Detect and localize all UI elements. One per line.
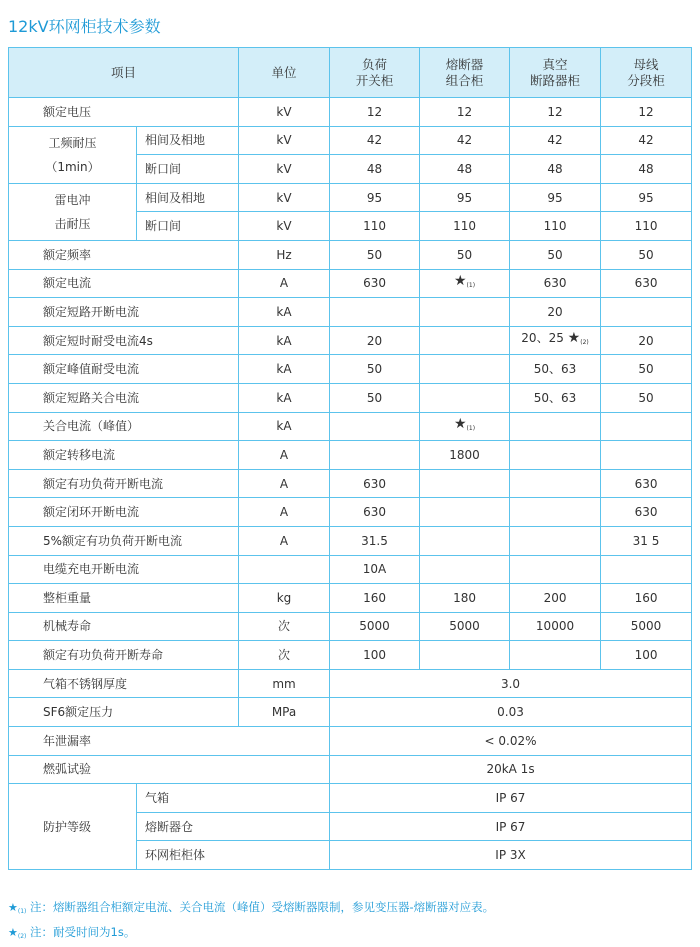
cell (510, 641, 601, 670)
cell: 12 (420, 98, 510, 127)
row-unit: kV (239, 98, 330, 127)
cell (330, 412, 420, 441)
cell: 50、63 (510, 355, 601, 384)
row-label: 关合电流（峰值） (9, 412, 239, 441)
footnote-2 (8, 922, 494, 947)
cell: 50 (330, 383, 420, 412)
row-unit: A (239, 498, 330, 527)
header-item: 项目 (9, 48, 239, 98)
cell: 20kA 1s (330, 755, 692, 784)
row-label: 年泄漏率 (9, 727, 330, 756)
cell: 110 (510, 212, 601, 241)
row-unit (239, 555, 330, 584)
cell: 31.5 (330, 526, 420, 555)
cell: 12 (510, 98, 601, 127)
table-row (9, 240, 692, 269)
header-unit: 单位 (239, 48, 330, 98)
cell: 630 (330, 269, 420, 298)
table-row (9, 441, 692, 470)
row-label: 额定转移电流 (9, 441, 239, 470)
table-row (9, 469, 692, 498)
cell: 20 (510, 298, 601, 327)
row-unit: kV (239, 155, 330, 184)
footnote-mark: (2) (580, 339, 589, 347)
cell: 110 (330, 212, 420, 241)
cell: 42 (601, 126, 692, 155)
row-unit: kA (239, 298, 330, 327)
cell: 42 (330, 126, 420, 155)
row-unit: A (239, 441, 330, 470)
cell: 3.0 (330, 669, 692, 698)
cell (510, 412, 601, 441)
row-label: 额定峰值耐受电流 (9, 355, 239, 384)
cell: 50 (330, 240, 420, 269)
row-label: 额定短路关合电流 (9, 383, 239, 412)
row-label: 额定电流 (9, 269, 239, 298)
cell: 95 (601, 183, 692, 212)
cell (420, 326, 510, 355)
cell: 630 (601, 269, 692, 298)
row-label: 气箱不锈钢厚度 (9, 669, 239, 698)
cell (420, 383, 510, 412)
cell: 50 (510, 240, 601, 269)
cell (510, 498, 601, 527)
cell: 20 (601, 326, 692, 355)
star-icon: ★(1) (8, 901, 27, 915)
cell: 20 (330, 326, 420, 355)
row-unit: mm (239, 669, 330, 698)
cell: 42 (420, 126, 510, 155)
cell (601, 555, 692, 584)
cell: 10000 (510, 612, 601, 641)
header-col4: 母线 分段柜 (601, 48, 692, 98)
row-sublabel: 气箱 (137, 784, 330, 813)
row-unit: kA (239, 355, 330, 384)
row-label: 5%额定有功负荷开断电流 (9, 526, 239, 555)
table-row (9, 669, 692, 698)
row-unit: 次 (239, 641, 330, 670)
row-unit: Hz (239, 240, 330, 269)
cell: IP 3X (330, 841, 692, 870)
cell: 630 (601, 469, 692, 498)
cell (510, 469, 601, 498)
cell: 95 (510, 183, 601, 212)
cell: 100 (330, 641, 420, 670)
cell (510, 526, 601, 555)
cell (601, 412, 692, 441)
star-icon: ★ (453, 272, 467, 289)
cell: 5000 (601, 612, 692, 641)
header-col1: 负荷 开关柜 (330, 48, 420, 98)
table-row (9, 612, 692, 641)
row-group-label: 雷电冲 击耐压 (9, 183, 137, 240)
table-row (9, 641, 692, 670)
footnotes (8, 897, 494, 947)
row-sublabel: 相间及相地 (137, 126, 239, 155)
cell (601, 298, 692, 327)
cell: 50 (601, 383, 692, 412)
row-label: 额定短时耐受电流4s (9, 326, 239, 355)
cell: 48 (420, 155, 510, 184)
row-label: 额定闭环开断电流 (9, 498, 239, 527)
cell: 20、25 ★(2) (510, 326, 601, 355)
table-row (9, 269, 692, 298)
row-unit: kA (239, 412, 330, 441)
cell (420, 412, 510, 441)
table-row (9, 526, 692, 555)
cell: 200 (510, 584, 601, 613)
row-label: 额定频率 (9, 240, 239, 269)
table-row (9, 727, 692, 756)
cell: 50 (330, 355, 420, 384)
cell (420, 298, 510, 327)
table-row (9, 98, 692, 127)
table-row (9, 183, 692, 212)
cell (510, 555, 601, 584)
row-group-label: 防护等级 (9, 784, 137, 870)
star-icon: ★(2) (8, 926, 27, 940)
table-row (9, 412, 692, 441)
row-unit: kV (239, 126, 330, 155)
row-label: 额定短路开断电流 (9, 298, 239, 327)
star-icon: ★ (567, 330, 581, 347)
row-unit: kA (239, 326, 330, 355)
header-col2: 熔断器 组合柜 (420, 48, 510, 98)
cell: 12 (601, 98, 692, 127)
header-col3: 真空 断路器柜 (510, 48, 601, 98)
row-unit: A (239, 269, 330, 298)
cell (420, 355, 510, 384)
cell (330, 441, 420, 470)
table-row (9, 126, 692, 155)
cell: 5000 (420, 612, 510, 641)
cell: 95 (420, 183, 510, 212)
row-unit: kV (239, 183, 330, 212)
row-unit: kg (239, 584, 330, 613)
row-label: SF6额定压力 (9, 698, 239, 727)
row-label: 机械寿命 (9, 612, 239, 641)
cell (510, 441, 601, 470)
row-label: 额定有功负荷开断电流 (9, 469, 239, 498)
table-row (9, 698, 692, 727)
row-unit: 次 (239, 612, 330, 641)
star-icon: ★ (453, 415, 467, 432)
cell: 630 (330, 498, 420, 527)
row-label: 整柜重量 (9, 584, 239, 613)
cell: < 0.02% (330, 727, 692, 756)
cell (420, 526, 510, 555)
row-unit: MPa (239, 698, 330, 727)
row-sublabel: 断口间 (137, 212, 239, 241)
cell: IP 67 (330, 812, 692, 841)
cell: 50 (601, 240, 692, 269)
footnote-text: 注：耐受时间为1s。 (30, 925, 136, 939)
row-sublabel: 相间及相地 (137, 183, 239, 212)
cell: 95 (330, 183, 420, 212)
cell: 630 (510, 269, 601, 298)
cell: IP 67 (330, 784, 692, 813)
table-row (9, 355, 692, 384)
footnote-text: 注：熔断器组合柜额定电流、关合电流（峰值）受熔断器限制，参见变压器-熔断器对应表。 (30, 900, 495, 914)
row-unit: A (239, 469, 330, 498)
row-sublabel: 断口间 (137, 155, 239, 184)
table-row (9, 555, 692, 584)
cell (420, 469, 510, 498)
cell: 48 (601, 155, 692, 184)
header-row (9, 48, 692, 98)
cell (420, 641, 510, 670)
row-label: 额定有功负荷开断寿命 (9, 641, 239, 670)
cell: 42 (510, 126, 601, 155)
cell: 180 (420, 584, 510, 613)
cell: 12 (330, 98, 420, 127)
row-group-label: 工频耐压 （1min） (9, 126, 137, 183)
cell: 1800 (420, 441, 510, 470)
cell: 50 (420, 240, 510, 269)
cell (420, 269, 510, 298)
cell: 160 (601, 584, 692, 613)
table-row (9, 383, 692, 412)
cell: 630 (601, 498, 692, 527)
row-sublabel: 环网柜柜体 (137, 841, 330, 870)
row-unit: kA (239, 383, 330, 412)
cell: 10A (330, 555, 420, 584)
row-unit: A (239, 526, 330, 555)
cell: 630 (330, 469, 420, 498)
footnote-mark: (1) (466, 281, 476, 289)
footnote-mark: (1) (466, 424, 476, 432)
cell: 48 (330, 155, 420, 184)
spec-table (8, 47, 692, 870)
cell: 5000 (330, 612, 420, 641)
cell (420, 498, 510, 527)
table-row (9, 298, 692, 327)
row-label: 电缆充电开断电流 (9, 555, 239, 584)
table-row (9, 326, 692, 355)
row-sublabel: 熔断器仓 (137, 812, 330, 841)
cell: 0.03 (330, 698, 692, 727)
table-row (9, 498, 692, 527)
footnote-1 (8, 897, 494, 922)
table-row (9, 584, 692, 613)
cell: 110 (420, 212, 510, 241)
cell: 31 5 (601, 526, 692, 555)
row-label: 额定电压 (9, 98, 239, 127)
cell (330, 298, 420, 327)
table-row (9, 755, 692, 784)
cell (420, 555, 510, 584)
cell: 50 (601, 355, 692, 384)
page-title: 12kV环网柜技术参数 (8, 17, 161, 36)
row-label: 燃弧试验 (9, 755, 330, 784)
cell (601, 441, 692, 470)
cell: 110 (601, 212, 692, 241)
cell: 100 (601, 641, 692, 670)
row-unit: kV (239, 212, 330, 241)
table-row (9, 784, 692, 813)
cell: 160 (330, 584, 420, 613)
cell: 48 (510, 155, 601, 184)
cell: 50、63 (510, 383, 601, 412)
